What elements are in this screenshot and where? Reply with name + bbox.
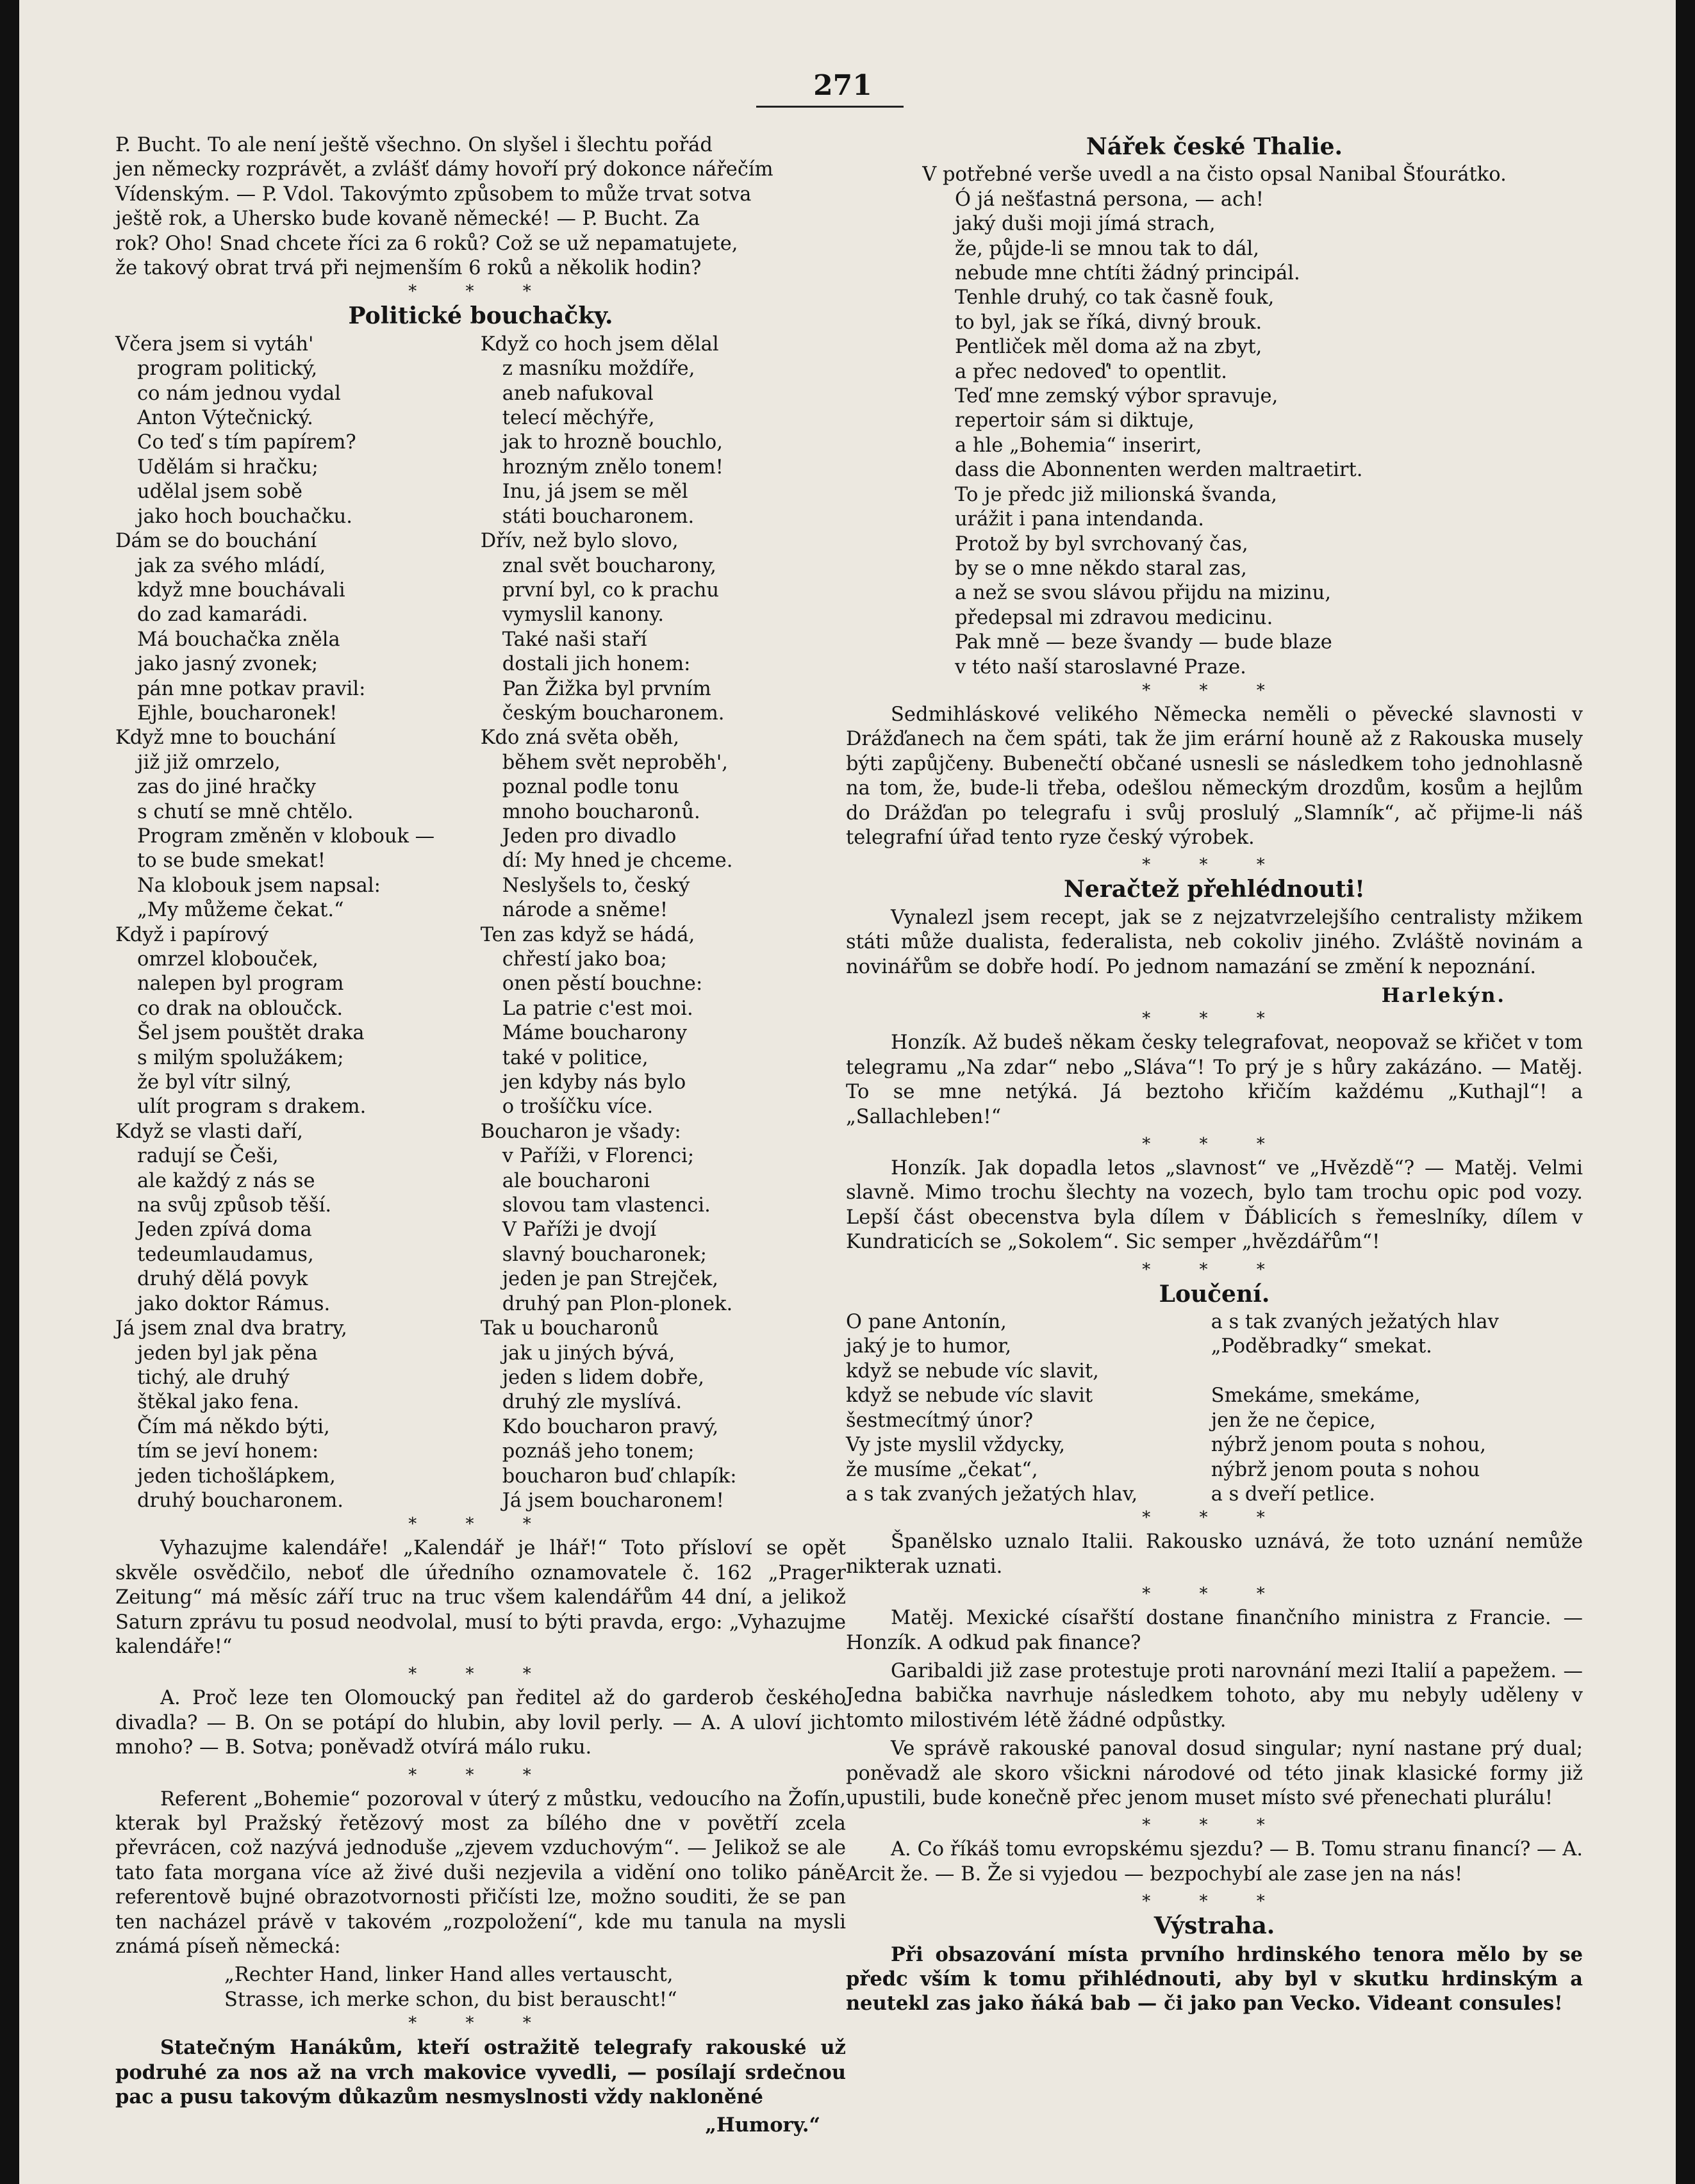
louceni-column-2 xyxy=(1211,1310,1570,1507)
poem-line: Program změněn v klobouk — xyxy=(137,825,435,848)
poem-line: boucharon buď chlapík: xyxy=(502,1465,737,1488)
paragraph-olomoucky: A. Proč leze ten Olomoucký pan ředitel až do garderob českého divadla? — B. On se potápí do hlubin, aby lovil perly. — A. A uloví jich mnoho? — B. Sotva; poněvadž otvírá málo ruku. xyxy=(115,1687,846,1759)
signature-humory: „Humory.“ xyxy=(705,2114,820,2137)
separator-stars: * * * xyxy=(1142,1816,1287,1835)
poem-line: národe a sněme! xyxy=(502,899,668,922)
poem-line: Udělám si hračku; xyxy=(137,456,318,479)
poem-title: Politické bouchačky. xyxy=(348,302,613,330)
separator-stars: * * * xyxy=(408,282,553,302)
poem-line: Pan Žižka byl prvním xyxy=(502,677,711,700)
paragraph-honzik-1: Honzík. Až budeš někam česky telegrafovat, neopovaž se křičet v tom telegramu „Na zdar“ nebo „Sláva“! To prý je s hůry zakázáno. — Matěj. To se mne netýká. Já beztoho křičím každému „Kuthajl“! a „Sallachleben!“ xyxy=(846,1031,1583,1128)
poem-line: chřestí jako boa; xyxy=(502,948,667,971)
poem-line: „My můžeme čekat.“ xyxy=(137,899,344,922)
poem-line: Včera jsem si vytáh' xyxy=(115,333,314,356)
quote-line: „Rechter Hand, linker Hand alles vertauscht, xyxy=(224,1964,674,1987)
header-rule xyxy=(756,106,904,108)
left-column xyxy=(115,133,846,2138)
separator-stars: * * * xyxy=(1142,1584,1287,1604)
paragraph-sjezd: A. Co říkáš tomu evropskému sjezdu? — B. Tomu stranu financí? — A. Arcit že. — B. Že si vyjedou — bezpochybí ale zase jen na nás! xyxy=(846,1838,1583,1885)
poem-line: jak za svého mládí, xyxy=(137,554,326,577)
poem-line: telecí měchýře, xyxy=(502,407,655,430)
poem-line: a přec nedoveď' to opentlit. xyxy=(955,360,1227,383)
poem-line: Neslyšels to, český xyxy=(502,874,690,897)
poem-line: Já jsem znal dva bratry, xyxy=(115,1317,347,1340)
poem-line: z masníku moždíře, xyxy=(502,357,695,381)
poem-line: Tenhle druhý, co tak časně fouk, xyxy=(955,286,1275,309)
separator-stars: * * * xyxy=(408,1664,553,1684)
intro-line: Vídenským. — P. Vdol. Takovýmto způsobem to může trvat sotva xyxy=(115,183,752,206)
heading-vystraha: Výstraha. xyxy=(1153,1912,1275,1940)
separator-stars: * * * xyxy=(1142,855,1287,875)
poem-line: Když se vlasti daří, xyxy=(115,1120,303,1143)
intro-line: jen německy rozprávět, a zvlášť dámy hovoří prý dokonce nářečím xyxy=(115,158,773,181)
poem-line: O pane Antonín, xyxy=(846,1311,1007,1334)
poem-line: vymyslil kanony. xyxy=(502,603,665,627)
paragraph-honzik-2: Honzík. Jak dopadla letos „slavnost“ ve „Hvězdě“? — Matěj. Velmi slavně. Mimo trochu šlechty na vozech, bylo tam trochu opic pod vozy. Lepší část obecenstva byla dílem v Ďáblicích s řemeslníky, dílem v Kundraticích se „Sokolem“. Sic semper „hvězdářům“! xyxy=(846,1157,1583,1254)
poem-line: Dám se do bouchání xyxy=(115,530,317,553)
poem-line: Ó já nešťastná persona, — ach! xyxy=(955,188,1264,211)
poem-line: předepsal mi zdravou medicinu. xyxy=(955,606,1273,629)
poem-line: slovou tam vlastenci. xyxy=(502,1194,711,1217)
paragraph-hanaci: Statečným Hanákům, kteří ostražitě telegrafy rakouské už podruhé za nos až na vrch makovice vyvedli, — posílají srdečnou pac a pusu takovým důkazům nesmyslnosti vždy nakloněné xyxy=(115,2036,846,2109)
poem-line: ulít program s drakem. xyxy=(137,1096,367,1119)
poem-line: když se nebude víc slavit, xyxy=(846,1359,1099,1383)
signature-harlekyn: Harlekýn. xyxy=(1381,984,1506,1007)
poem-line: Máme boucharony xyxy=(502,1022,688,1045)
poem-line: když se nebude víc slavit xyxy=(846,1384,1093,1408)
poem-line: druhý pan Plon-plonek. xyxy=(502,1292,733,1315)
poem-louceni xyxy=(846,1310,1583,1507)
poem-line: zas do jiné hračky xyxy=(137,776,316,799)
newspaper-page xyxy=(19,0,1676,2184)
poem-line: do zad kamarádi. xyxy=(137,603,308,627)
poem-line: nýbrž jenom pouta s nohou, xyxy=(1211,1434,1486,1457)
intro-line: ještě rok, a Uhersko bude kovaně německé! — P. Bucht. Za xyxy=(115,208,700,231)
poem-line: Já jsem boucharonem! xyxy=(502,1489,724,1512)
poem-line: onen pěstí bouchne: xyxy=(502,973,703,996)
poem-line: Protož by byl svrchovaný čas, xyxy=(955,532,1248,555)
poem-line: také v politice, xyxy=(502,1046,649,1069)
poem-line: o trošíčku více. xyxy=(502,1096,654,1119)
thalie-title: Nářek české Thalie. xyxy=(1086,133,1343,160)
poem-line: repertoir sám si diktuje, xyxy=(955,409,1195,432)
poem-line: druhý zle myslívá. xyxy=(502,1391,682,1414)
poem-line: jen kdyby nás bylo xyxy=(502,1071,686,1094)
poem-line: nebude mne chtíti žádný principál. xyxy=(955,262,1300,285)
poem-line: druhý dělá povyk xyxy=(137,1268,308,1291)
poem-line: La patrie c'est moi. xyxy=(502,997,693,1020)
poem-line: jeden je pan Strejček, xyxy=(502,1268,718,1291)
poem-line: a hle „Bohemia“ inserirt, xyxy=(955,434,1202,457)
poem-line: by se o mne někdo staral zas, xyxy=(955,557,1247,580)
poem-line: Také naši staří xyxy=(502,628,647,651)
poem-line: během svět neproběh', xyxy=(502,751,728,774)
poem-line: Šel jsem pouštět draka xyxy=(137,1022,365,1045)
poem-line: pán mne potkav pravil: xyxy=(137,677,366,700)
poem-line: že, půjde-li se mnou tak to dál, xyxy=(955,237,1259,260)
separator-stars: * * * xyxy=(1142,1260,1287,1279)
poem-line: a s tak zvaných ježatých hlav xyxy=(1211,1311,1499,1334)
thalie-subtitle: V potřebné verše uvedl a na čisto opsal Nanibal Šťourátko. xyxy=(922,163,1507,186)
poem-line: „Poděbradky“ smekat. xyxy=(1211,1335,1432,1358)
poem-line: Dřív, než bylo slovo, xyxy=(480,530,679,553)
poem-line: hrozným znělo tonem! xyxy=(502,456,723,479)
separator-stars: * * * xyxy=(408,1515,553,1534)
poem-line: udělal jsem sobě xyxy=(137,480,302,504)
poem-line: jaký duši moji jímá strach, xyxy=(955,213,1216,236)
poem-line: Ejhle, boucharonek! xyxy=(137,702,338,725)
poem-line: mnoho boucharonů. xyxy=(502,800,700,823)
poem-line: Vy jste myslil vždycky, xyxy=(846,1434,1066,1457)
poem-line: jako jasný zvonek; xyxy=(137,653,318,676)
paragraph-kalendar: Vyhazujme kalendáře! „Kalendář je lhář!“ Toto přísloví se opět skvěle osvědčilo, neboť dle úředního oznamovatele č. 162 „Prager Zeitung“ má měsíc září truc na truc všem kalendářům 44 dní, a jelikož Saturn zprávu tu posud neodvolal, musí to býti pravda, ergo: „Vyhazujme kalendáře!“ xyxy=(115,1537,846,1658)
poem-line: s milým spolužákem; xyxy=(137,1046,344,1069)
poem-line: to byl, jak se říká, divný brouk. xyxy=(955,311,1262,334)
poem-line: Anton Výtečnický. xyxy=(137,407,313,430)
poem-line: s chutí se mně chtělo. xyxy=(137,800,354,823)
poem-line: omrzel klobouček, xyxy=(137,948,318,971)
heading-neractez: Neračtež přehlédnouti! xyxy=(1064,876,1365,903)
paragraph-matej: Matěj. Mexické císařští dostane finančního ministra z Francie. — Honzík. A odkud pak finance? xyxy=(846,1607,1583,1654)
poem-line: program politický, xyxy=(137,357,318,381)
separator-stars: * * * xyxy=(1142,1508,1287,1528)
poem-line: Má bouchačka zněla xyxy=(137,628,340,651)
paragraph-singular: Ve správě rakouské panoval dosud singular; nyní nastane prý dual; poněvadž ale skoro všickni národové od této jinak klasické formy již upustili, bude konečně přec jenom muset místo své přenechati plurálu! xyxy=(846,1737,1583,1809)
paragraph-vystraha: Při obsazování místa prvního hrdinského tenora mělo by se předc vším k tomu přihlédnouti, aby byl v skutku hrdinským a neutekl zas jako ňáká bab — či jako pan Vecko. Videant consules! xyxy=(846,1942,1583,2016)
poem-line: druhý boucharonem. xyxy=(137,1489,344,1512)
page-number: 271 xyxy=(813,69,872,102)
poem-line: Jeden zpívá doma xyxy=(137,1219,312,1242)
poem-line: jako hoch bouchačku. xyxy=(137,505,352,528)
poem-line: Ten zas když se hádá, xyxy=(480,923,695,946)
poem-bouchacky xyxy=(115,333,846,1514)
poem-line: jeden tichošlápkem, xyxy=(137,1465,336,1488)
paragraph-garibaldi: Garibaldi již zase protestuje proti narovnání mezi Italií a papežem. — Jedna babička navrhuje následkem tohoto, aby mu nebyly uděleny v tomto milostivém létě žádné odpůstky. xyxy=(846,1659,1583,1732)
poem-line: tichý, ale druhý xyxy=(137,1366,290,1389)
separator-stars: * * * xyxy=(1142,680,1287,700)
poem-line: nýbrž jenom pouta s nohou xyxy=(1211,1458,1480,1481)
poem-line: Co teď s tím papírem? xyxy=(137,431,356,454)
poem-line: Čím má někdo býti, xyxy=(137,1415,330,1438)
poem-line: Boucharon je všady: xyxy=(480,1120,681,1143)
poem-line: že byl vítr silný, xyxy=(137,1071,292,1094)
poem-line: To je předc již milionská švanda, xyxy=(955,483,1277,506)
poem-column-1 xyxy=(115,333,474,1514)
separator-stars: * * * xyxy=(1142,1892,1287,1912)
poem-line: Pentliček měl doma až na zbyt, xyxy=(955,336,1262,359)
right-column xyxy=(846,133,1583,2020)
poem-line: jeden s lidem dobře, xyxy=(502,1366,704,1389)
separator-stars: * * * xyxy=(408,1765,553,1785)
poem-line: dí: My hned je chceme. xyxy=(502,850,733,873)
poem-line: jeden byl jak pěna xyxy=(137,1342,318,1365)
louceni-column-1 xyxy=(846,1310,1205,1507)
paragraph-spanelsko: Španělsko uznalo Italii. Rakousko uznává, že toto uznání nemůže nikterak uznati. xyxy=(846,1531,1583,1578)
poem-thalie xyxy=(846,188,1583,680)
poem-line: co nám jednou vydal xyxy=(137,382,341,405)
poem-line: Když mne to bouchání xyxy=(115,727,336,750)
poem-line: českým boucharonem. xyxy=(502,702,725,725)
poem-line xyxy=(1211,1359,1570,1384)
intro-dialogue xyxy=(115,133,846,281)
poem-line: Kdo boucharon pravý, xyxy=(502,1415,719,1438)
poem-line: štěkal jako fena. xyxy=(137,1391,300,1414)
paragraph-referent: Referent „Bohemie“ pozoroval v úterý z můstku, vedoucího na Žofín, kterak byl Pražský řetězový most za bílého dne v povětří zcela převrácen, což nazývá jednoduše „zjevem vzduchovým“. — Jelikož se ale tato fata morgana více až živé duši nezjevila a vidění ono toliko páně referentově bujné obrazotvornosti přičísti lze, možno souditi, že se pan ten nacházel právě v takovém „rozpoložení“, kde mu tanula na mysli známá píseň německá: xyxy=(115,1787,846,1958)
poem-line: tím se jeví honem: xyxy=(137,1440,319,1463)
poem-line: Inu, já jsem se měl xyxy=(502,480,688,504)
poem-column-2 xyxy=(481,333,839,1514)
intro-line: rok? Oho! Snad chcete říci za 6 roků? Což se už nepamatujete, xyxy=(115,232,738,255)
paragraph-recept: Vynalezl jsem recept, jak se z nejzatvrzelejšího centralisty mžikem státi může dualista, federalista, neb cokoliv jiného. Zvláště novinám a novinářům se dobře hodí. Po jednom namazání se změní k nepoznání. xyxy=(846,906,1583,978)
poem-line: radují se Češi, xyxy=(137,1145,279,1168)
poem-line: poznáš jeho tonem; xyxy=(502,1440,695,1463)
poem-line: jak u jiných bývá, xyxy=(502,1342,675,1365)
separator-stars: * * * xyxy=(1142,1135,1287,1154)
poem-line: a s dveří petlice. xyxy=(1211,1482,1375,1506)
poem-line: poznal podle tonu xyxy=(502,776,679,799)
poem-line: aneb nafukoval xyxy=(502,382,654,405)
poem-line: Kdo zná světa oběh, xyxy=(480,727,680,750)
intro-line: že takový obrat trvá při nejmenším 6 roků a několik hodin? xyxy=(115,257,702,280)
poem-line: co drak na obloučck. xyxy=(137,997,343,1020)
poem-line: a s tak zvaných ježatých hlav, xyxy=(846,1482,1138,1506)
poem-line: Teď mne zemský výbor spravuje, xyxy=(955,385,1278,408)
poem-line: že musíme „čekat“, xyxy=(846,1458,1038,1481)
poem-line: šestmecítmý únor? xyxy=(846,1409,1034,1432)
german-quote xyxy=(115,1963,846,2012)
poem-line: jako doktor Rámus. xyxy=(137,1292,331,1315)
poem-line: dostali jich honem: xyxy=(502,653,691,676)
heading-louceni: Loučení. xyxy=(1159,1280,1270,1308)
poem-line: jaký je to humor, xyxy=(846,1335,1012,1358)
poem-line: první byl, co k prachu xyxy=(502,579,720,602)
poem-line: státi boucharonem. xyxy=(502,505,695,528)
intro-line: P. Bucht. To ale není ještě všechno. On slyšel i šlechtu pořád xyxy=(115,134,713,156)
poem-line: nalepen byl program xyxy=(137,973,344,996)
poem-line: Když i papírový xyxy=(115,923,269,946)
poem-line: slavný boucharonek; xyxy=(502,1243,707,1266)
poem-line: tedeumlaudamus, xyxy=(137,1243,314,1266)
poem-line: znal svět boucharony, xyxy=(502,554,716,577)
poem-line: Tak u boucharonů xyxy=(480,1317,659,1340)
poem-line: na svůj způsob těší. xyxy=(137,1194,332,1217)
poem-line: Jeden pro divadlo xyxy=(502,825,677,848)
poem-line: ale boucharoni xyxy=(502,1169,650,1192)
poem-line: jen že ne čepice, xyxy=(1211,1409,1376,1432)
poem-line: urážit i pana intendanda. xyxy=(955,508,1204,531)
poem-line: Pak mně — beze švandy — bude blaze xyxy=(955,631,1332,654)
poem-line: v této naší staroslavné Praze. xyxy=(955,655,1246,678)
poem-line: dass die Abonnenten werden maltraetirt. xyxy=(955,459,1363,482)
paragraph-sedmihlaskove: Sedmihláskové velikého Německa neměli o pěvecké slavnosti v Drážďanech na čem spáti, tak že jim erární houně až z Rakouska musely býti zapůjčeny. Bubenečtí občané usnesli se následkem toho jednohlasně na tom, že, bude-li třeba, odešlou německým drozdům, kosům a hejlům do Drážďan po telegrafu i svůj proslulý „Slamník“, ač přijme-li náš telegrafní úřad tento ryze český výrobek. xyxy=(846,703,1583,849)
poem-line: V Paříži je dvojí xyxy=(502,1219,657,1242)
poem-line: Na klobouk jsem napsal: xyxy=(137,874,381,897)
separator-stars: * * * xyxy=(408,2014,553,2033)
poem-line: to se bude smekat! xyxy=(137,850,326,873)
poem-line: jak to hrozně bouchlo, xyxy=(502,431,723,454)
poem-line: ale každý z nás se xyxy=(137,1169,315,1192)
poem-line: již již omrzelo, xyxy=(137,751,281,774)
poem-line: když mne bouchávali xyxy=(137,579,345,602)
poem-line: Když co hoch jsem dělal xyxy=(480,333,719,356)
quote-line: Strasse, ich merke schon, du bist berauscht!“ xyxy=(224,1988,677,2011)
poem-line: Smekáme, smekáme, xyxy=(1211,1384,1421,1408)
separator-stars: * * * xyxy=(1142,1009,1287,1029)
poem-line: v Paříži, v Florenci; xyxy=(502,1145,695,1168)
poem-line: a než se svou slávou přijdu na mizinu, xyxy=(955,582,1332,605)
